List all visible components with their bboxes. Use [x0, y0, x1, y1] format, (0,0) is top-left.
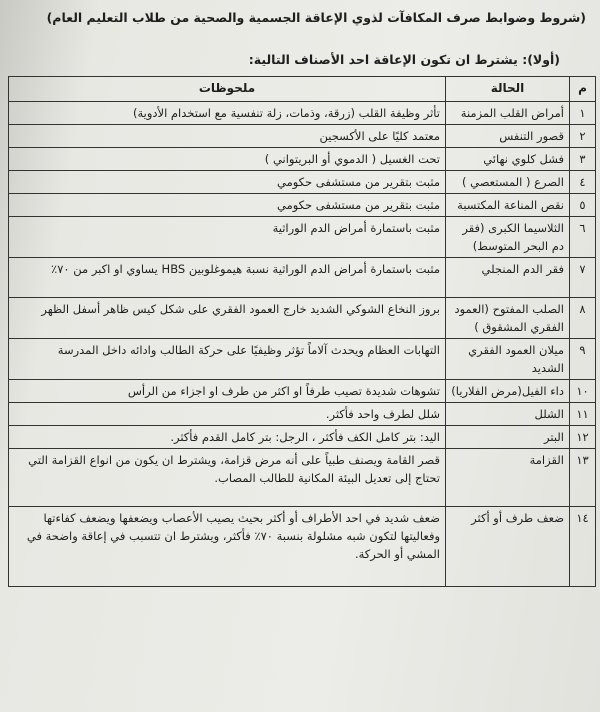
row-condition: نقص المناعة المكتسبة [446, 194, 570, 217]
table-header-row [9, 77, 596, 102]
row-notes: تحت الغسيل ( الدموي أو البريتواني ) [9, 148, 446, 171]
document-title: (شروط وضوابط صرف المكافآت لذوي الإعاقة الجسمية والصحية من طلاب التعليم العام) [46, 10, 586, 25]
row-number: ٢ [570, 125, 596, 148]
row-condition: فقر الدم المنجلي [446, 258, 570, 298]
table-row [9, 258, 596, 298]
row-condition: الصرع ( المستعصي ) [446, 171, 570, 194]
row-notes: مثبت بتقرير من مستشفى حكومي [9, 194, 446, 217]
row-notes: اليد: بتر كامل الكف فأكثر ، الرجل: بتر كامل القدم فأكثر. [9, 426, 446, 449]
row-notes: شلل لطرف واحد فأكثر. [9, 403, 446, 426]
table-row [9, 339, 596, 380]
table-row [9, 125, 596, 148]
table-row [9, 403, 596, 426]
section-heading: (أولا): يشترط ان تكون الإعاقة احد الأصناف التالية: [248, 52, 560, 67]
row-condition: الشلل [446, 403, 570, 426]
table-row [9, 217, 596, 258]
row-number: ١٣ [570, 449, 596, 507]
row-condition: القزامة [446, 449, 570, 507]
row-condition: ضعف طرف أو أكثر [446, 507, 570, 587]
row-number: ٤ [570, 171, 596, 194]
row-condition: الصلب المفتوح (العمود الفقري المشقوق ) [446, 298, 570, 339]
row-notes: مثبت باستمارة أمراض الدم الوراثية نسبة هيموغلوبين HBS يساوي او اكبر من ٧٠٪ [9, 258, 446, 298]
row-notes: مثبت بتقرير من مستشفى حكومي [9, 171, 446, 194]
row-number: ٦ [570, 217, 596, 258]
row-notes: مثبت باستمارة أمراض الدم الوراثية [9, 217, 446, 258]
row-number: ١٠ [570, 380, 596, 403]
header-number: م [570, 77, 596, 102]
row-notes: ضعف شديد في احد الأطراف أو أكثر بحيث يصيب الأعصاب ويضعفها ويضعف كفاءتها وفعاليتها لتكون شبه مشلولة بنسبة ٧٠٪ فأكثر، ويشترط ان تتسبب في إعاقة واضحة في المشي أو الحركة. [9, 507, 446, 587]
row-number: ١ [570, 102, 596, 125]
row-condition: أمراض القلب المزمنة [446, 102, 570, 125]
header-condition: الحالة [446, 77, 570, 102]
row-condition: داء الفيل(مرض الفلاريا) [446, 380, 570, 403]
row-notes: معتمد كليًا على الأكسجين [9, 125, 446, 148]
row-notes: تأثر وظيفة القلب (زرقة، وذمات، زلة تنفسية مع استخدام الأدوية) [9, 102, 446, 125]
header-notes: ملحوظات [9, 77, 446, 102]
table-row [9, 380, 596, 403]
table-row [9, 148, 596, 171]
row-number: ٥ [570, 194, 596, 217]
table-row [9, 426, 596, 449]
table-row [9, 298, 596, 339]
conditions-table [8, 76, 596, 587]
row-number: ٣ [570, 148, 596, 171]
row-number: ٨ [570, 298, 596, 339]
row-notes: قصر القامة ويصنف طبياً على أنه مرض قزامة، ويشترط ان يكون من انواع القزامة التي تحتاج إلى تعديل البيئة المكانية للطالب المصاب. [9, 449, 446, 507]
row-number: ١١ [570, 403, 596, 426]
table-row [9, 507, 596, 587]
row-number: ٩ [570, 339, 596, 380]
table-row [9, 102, 596, 125]
row-condition: فشل كلوي نهائي [446, 148, 570, 171]
row-notes: بروز النخاع الشوكي الشديد خارج العمود الفقري على شكل كيس ظاهر أسفل الظهر [9, 298, 446, 339]
row-number: ١٤ [570, 507, 596, 587]
row-notes: التهابات العظام ويحدث آلاماً تؤثر وظيفيًا على حركة الطالب وادائه داخل المدرسة [9, 339, 446, 380]
row-notes: تشوهات شديدة تصيب طرفاً او اكثر من طرف او اجزاء من الرأس [9, 380, 446, 403]
table-row [9, 194, 596, 217]
table-row [9, 449, 596, 507]
row-condition: ميلان العمود الفقري الشديد [446, 339, 570, 380]
row-condition: البتر [446, 426, 570, 449]
row-condition: الثلاسيما الكبرى (فقر دم البحر المتوسط) [446, 217, 570, 258]
row-number: ٧ [570, 258, 596, 298]
row-number: ١٢ [570, 426, 596, 449]
table-row [9, 171, 596, 194]
row-condition: قصور التنفس [446, 125, 570, 148]
